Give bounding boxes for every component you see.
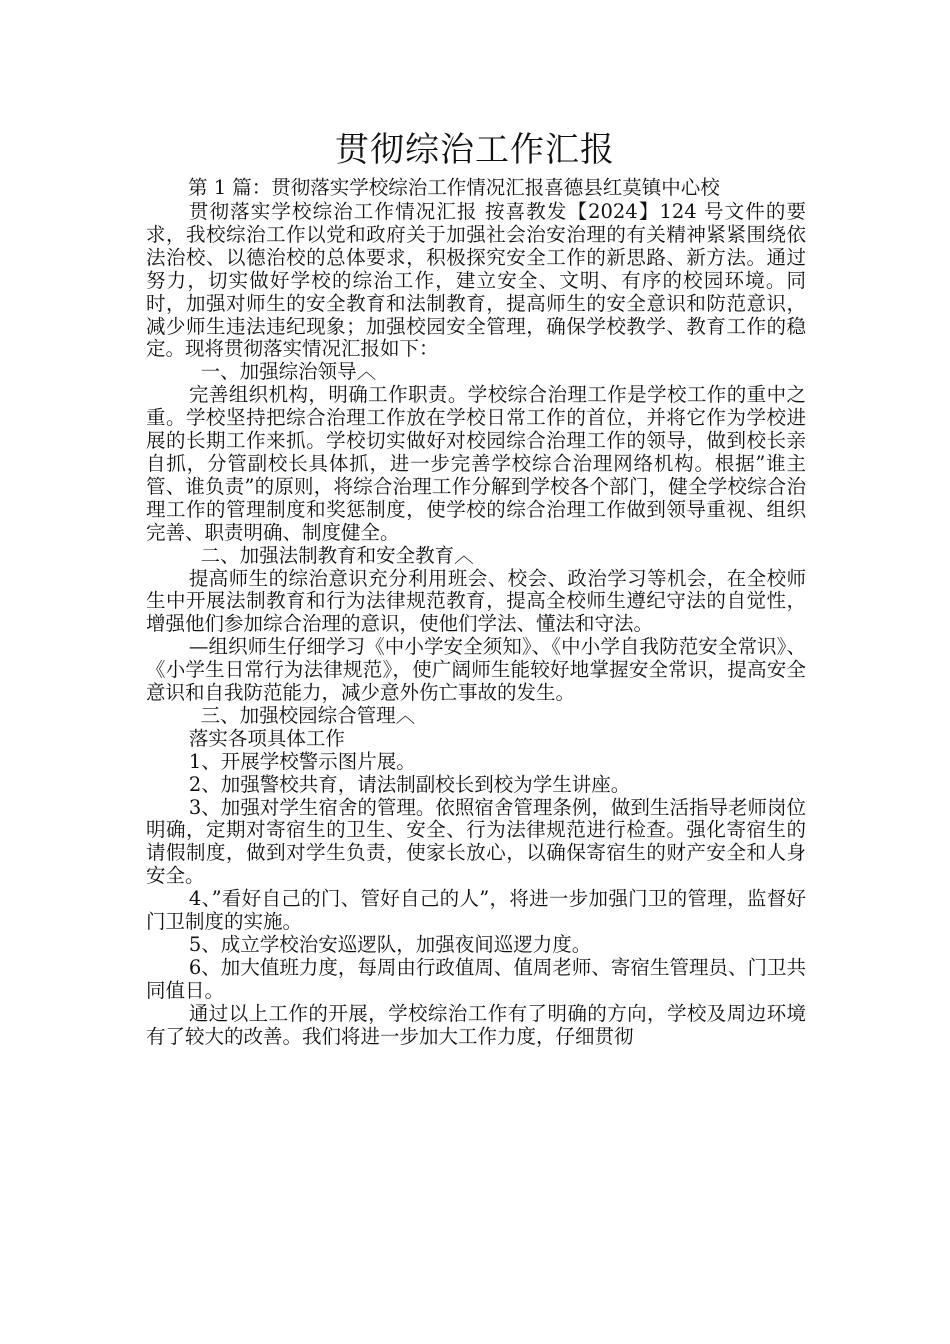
body-paragraph: 落实各项具体工作 xyxy=(188,726,345,750)
section-heading: 二、加强法制教育和安全教育︿ xyxy=(200,543,474,567)
body-paragraph: 2、加强警校共育，请法制副校长到校为学生讲座。 xyxy=(188,772,631,796)
body-paragraph: 完善组织机构，明确工作职责。学校综合治理工作是学校工作的重中之重。学校坚持把综合治理工作放在学校日常工作的首位，并将它作为学校进展的长期工作来抓。学校切实做好对校园综合治理工作的领导，做到校长亲自抓，分管副校长具体抓，进一步完善学校综合治理网络机构。根据”谁主管、谁负责”的原则，将综合治理工作分解到学校各个部门，健全学校综合治理工作的管理制度和奖惩制度，使学校的综合治理工作做到领导重视、组织完善、职责明确、制度健全。 xyxy=(146,383,806,544)
body-paragraph: 6、加大值班力度，每周由行政值周、值周老师、寄宿生管理员、门卫共同值日。 xyxy=(146,955,806,1002)
document-title: 贯彻综治工作汇报 xyxy=(335,130,615,170)
document-subtitle: 第 1 篇：贯彻落实学校综治工作情况汇报喜德县红莫镇中心校 xyxy=(188,176,720,199)
body-paragraph: 通过以上工作的开展，学校综治工作有了明确的方向，学校及周边环境有了较大的改善。我们将进一步加大工作力度，仔细贯彻 xyxy=(146,1001,806,1048)
body-paragraph: 贯彻落实学校综治工作情况汇报 按喜教发【2024】124 号文件的要求，我校综治工作以党和政府关于加强社会治安治理的有关精神紧紧围绕依法治校、以德治校的总体要求，积极探究安全工作的新思路、新方法。通过努力，切实做好学校的综治工作，建立安全、文明、有序的校园环境。同时，加强对师生的安全教育和法制教育，提高师生的安全意识和防范意识，减少师生违法违纪现象；加强校园安全管理，确保学校教学、教育工作的稳定。现将贯彻落实情况汇报如下： xyxy=(146,200,806,361)
body-paragraph: —组织师生仔细学习《中小学安全须知》、《中小学自我防范安全常识》、《小学生日常行为法律规范》，使广阔师生能较好地掌握安全常识，提高安全意识和自我防范能力，减少意外伤亡事故的发生。 xyxy=(146,635,806,705)
body-paragraph: 4、”看好自己的门、管好自己的人”，将进一步加强门卫的管理，监督好门卫制度的实施。 xyxy=(146,887,806,934)
body-paragraph: 5、成立学校治安巡逻队，加强夜间巡逻力度。 xyxy=(188,933,592,956)
section-heading: 三、加强校园综合管理︿ xyxy=(200,703,416,727)
body-paragraph: 3、加强对学生宿舍的管理。依照宿舍管理条例，做到生活指导老师岗位明确，定期对寄宿生的卫生、安全、行为法律规范进行检查。强化寄宿生的请假制度，做到对学生负责，使家长放心，以确保寄宿生的财产安全和人身安全。 xyxy=(146,795,806,888)
body-paragraph: 1、开展学校警示图片展。 xyxy=(188,749,416,773)
document-body xyxy=(146,201,806,1049)
section-heading: 一、加强综治领导︿ xyxy=(200,360,377,384)
body-paragraph: 提高师生的综治意识充分利用班会、校会、政治学习等机会，在全校师生中开展法制教育和行为法律规范教育，提高全校师生遵纪守法的自觉性，增强他们参加综合治理的意识，使他们学法、懂法和守法。 xyxy=(146,566,806,636)
